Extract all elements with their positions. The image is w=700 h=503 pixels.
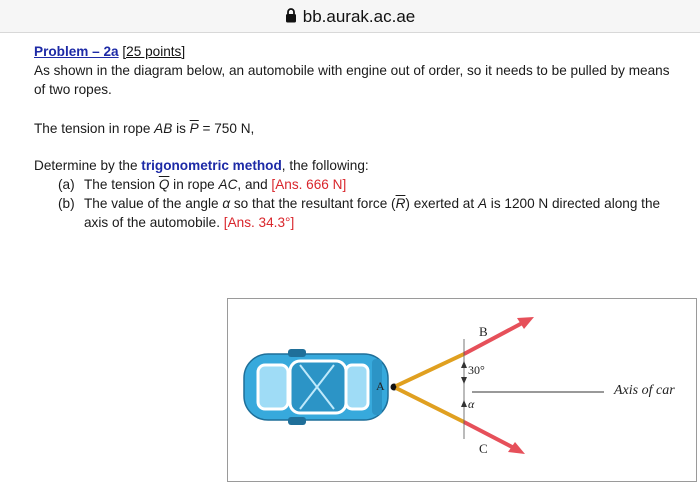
- answer-a: [Ans. 666 N]: [271, 177, 347, 192]
- vector-r: $\overline{R}$: [395, 196, 406, 211]
- label-c: C: [479, 441, 488, 456]
- lock-icon: [285, 8, 297, 23]
- part-a: (a) The tension $\overline{Q}$ in rope AC, and [Ans. 666 N]: [58, 177, 347, 192]
- car-icon: [244, 349, 388, 425]
- angle-30-label: 30°: [468, 363, 485, 377]
- arrow-c: [464, 422, 516, 449]
- label-b: B: [479, 324, 488, 339]
- angle-arrow-up: [461, 361, 467, 368]
- problem-title: Problem – 2a: [34, 44, 119, 59]
- arrow-b: [464, 321, 526, 354]
- problem-heading: [34, 42, 684, 61]
- axis-of-car-label: Axis of car: [614, 383, 675, 398]
- tension-statement: The tension in rope AB is $\overline{P} = 750$ N,: [34, 121, 255, 136]
- vector-p: $\overline{P}$: [189, 121, 199, 136]
- part-b: (b) The value of the angle α so that the resultant force $(\overline{R})$ exerted at A is 1200 N directed along the axis of the automobile. [Ans. 34.3°]: [58, 196, 661, 230]
- alpha-label: α: [468, 397, 475, 411]
- url-text: bb.aurak.ac.ae: [302, 7, 416, 26]
- car-towing-diagram: [227, 298, 697, 482]
- answer-b: [Ans. 34.3°]: [223, 215, 295, 230]
- method-highlight: trigonometric method: [141, 158, 282, 173]
- vector-q: $\overline{Q}$: [158, 177, 170, 192]
- browser-address-bar[interactable]: [0, 0, 700, 33]
- angle-arrow-mid: [461, 377, 467, 384]
- problem-points: [25 points]: [122, 44, 186, 59]
- rope-ab: [396, 354, 464, 386]
- problem-content: [34, 42, 684, 232]
- rope-ac: [396, 388, 464, 422]
- determine-statement: Determine by the trigonometric method, the following:: [34, 158, 369, 173]
- problem-intro: As shown in the diagram below, an automobile with engine out of order, so it needs to be pulled by means of two ropes.: [34, 63, 670, 97]
- alpha-arrow: [461, 400, 467, 407]
- label-a: A: [376, 379, 385, 393]
